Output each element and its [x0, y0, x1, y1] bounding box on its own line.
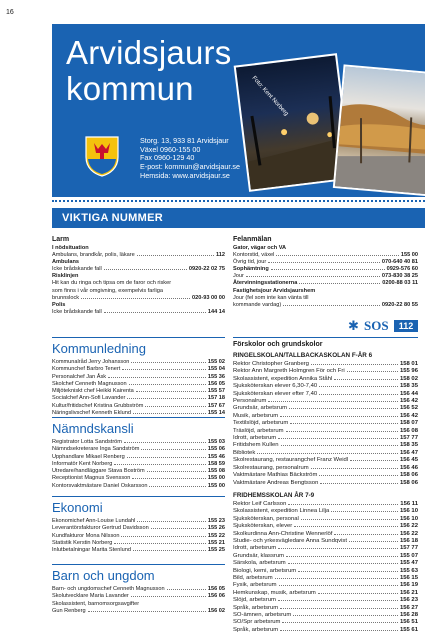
list-item-number: 156 10 — [399, 508, 418, 515]
list-item-label: Grundsär, klassrum — [233, 552, 285, 559]
page-number: 16 — [6, 9, 14, 16]
list-item-label: Slöjd, arbetsrum — [233, 597, 276, 604]
section-bar — [52, 208, 425, 228]
felanmalan-sub2: Fastighetsjour Arvidsjaurshem — [233, 287, 316, 294]
list-item: Barn- och ungdomschef Cenneth Magnusson 156 05 — [52, 586, 225, 592]
divider-dotted — [52, 200, 425, 204]
larm-section — [52, 236, 225, 316]
divider — [52, 496, 225, 497]
list-item — [233, 376, 418, 383]
coat-of-arms-icon — [84, 135, 120, 177]
list-item: Informatör Kent Norberg 158 59 — [52, 460, 225, 467]
list-item-number: 156 23 — [399, 597, 418, 604]
list-item-number: 156 19 — [399, 582, 418, 589]
list-item-number: 155 63 — [399, 567, 418, 574]
list-item-number: 158 06 — [399, 479, 418, 486]
list-item: Gun Renberg 156 02 — [52, 607, 225, 614]
list-item-label: Grundsär, arbetsrum — [233, 405, 288, 412]
sos-text: SOS — [364, 318, 389, 333]
list-item-number: 158 07 — [399, 420, 418, 427]
list-item-label: Studie- och yrkesvägledare Anna Sundqvist — [233, 537, 347, 544]
barn-section — [52, 568, 225, 615]
list-item — [233, 516, 418, 523]
list-item-label: Textilslöjd, arbetsrum — [233, 420, 289, 427]
divider — [52, 337, 225, 338]
list-item-label: Språk, arbetsrum — [233, 604, 279, 611]
larm-subheading: I nödsituation — [52, 245, 89, 251]
list-item — [233, 508, 418, 515]
school-heading-1: RINGELSKOLAN/TALLBACKASKOLAN F-ÅR 6 — [233, 352, 373, 359]
list-item-text: Skolassistent, barnomsorgsavgifter — [52, 600, 140, 607]
polis-heading: Polis — [52, 301, 66, 308]
felanmalan-heading: Felanmälan — [233, 236, 272, 243]
list-item-label: Idrott, arbetsrum — [233, 435, 277, 442]
forskolor-heading: Förskolor och grundskolor — [233, 341, 323, 348]
list-item-label: Sjuksköterskan elever 6,30-7,40 — [233, 383, 318, 390]
list-item-number: 156 08 — [399, 427, 418, 434]
list-item-label: Skolassistent, expedition Linnea Lilja — [233, 508, 330, 515]
list-item: Leverantörsfakturor Gertrud Davidsson 155 26 — [52, 525, 225, 532]
list-item — [233, 553, 418, 560]
list-item — [233, 398, 418, 405]
list-item-label: Bild, arbetsrum — [233, 574, 273, 581]
list-item-label: Bibliotek — [233, 449, 256, 456]
address: Storg. 13, 933 81 Arvidsjaur — [140, 136, 229, 145]
list-item — [233, 405, 418, 412]
list-item-number: 155 47 — [399, 560, 418, 567]
list-item: Utredare/handläggare Stava Boström 155 08 — [52, 468, 225, 475]
list-item-label: Sjuksköterskan, personal — [233, 515, 299, 522]
felanmalan-row: Övrig tid, jour 070-640 40 81 — [233, 259, 418, 266]
list-item: Kommunchef Barbro Tenert 155 04 — [52, 366, 225, 373]
list-item: Nämndsekreterare Inga Sandström 155 06 — [52, 446, 225, 453]
felanmalan-section — [233, 236, 418, 309]
list-item-number: 156 21 — [399, 589, 418, 596]
list-item — [233, 428, 418, 435]
photo-caption: Foto: Kent Norberg — [250, 75, 290, 118]
list-item-label: Skolrestaurang, restaurangchef Franz Weidl — [233, 457, 349, 464]
list-item: Statistik Kerstin Norberg 155 21 — [52, 539, 225, 546]
list-item-label: Sjuksköterskan elever efter 7,40 — [233, 390, 318, 397]
list-item — [233, 420, 418, 427]
list-item — [233, 501, 418, 508]
list-item-label: Rektor Leif Carlsson — [233, 500, 287, 507]
list-item: Upphandlare Mikael Renberg 155 46 — [52, 453, 225, 460]
sos-112-logo — [348, 318, 420, 334]
list-item — [233, 597, 418, 604]
list-item: Ekonomichef Ann-Louise Lundahl 155 23 — [52, 518, 225, 524]
polis-row: Icke brådskande fall 144 14 — [52, 308, 225, 315]
title-line-1: Arvidsjaurs — [66, 34, 232, 71]
list-item-label: Fysik, arbetsrum — [233, 582, 277, 589]
list-item: Näringslivschef Kenneth Eklund 155 14 — [52, 410, 225, 417]
list-item: Miljötekniskt chef Heikki Kairenta 155 57 — [52, 388, 225, 395]
list-item-number: 156 52 — [399, 405, 418, 412]
star-of-life-icon: ✱ — [348, 318, 359, 333]
list-item — [233, 627, 418, 634]
forskolor-section — [233, 341, 418, 634]
list-item — [233, 568, 418, 575]
list-item-number: 156 44 — [399, 390, 418, 397]
list-item — [233, 383, 418, 390]
list-item — [233, 450, 418, 457]
title-line-2: kommun — [66, 70, 194, 107]
felanmalan-row: Jour 073-830 38 25 — [233, 273, 418, 280]
list-item-number: 155 96 — [399, 368, 418, 375]
list-item-number: 158 02 — [399, 375, 418, 382]
list-item-label: Rektor Christopher Granberg — [233, 361, 309, 367]
list-item-number: 156 46 — [399, 464, 418, 471]
ambulans-row: Icke brådskande fall 0920-22 02 75 — [52, 266, 225, 273]
list-item-label: Vaktmästare Andreas Bengtsson — [233, 479, 319, 486]
list-item-label: Idrott, arbetsrum — [233, 545, 277, 552]
list-item — [233, 523, 418, 530]
list-item — [233, 582, 418, 589]
list-item — [233, 560, 418, 567]
list-item-number: 158 35 — [399, 383, 418, 390]
list-item-label: Rektor Ann Margreth Holmgren För och Fri — [233, 368, 345, 375]
list-item-number: 156 47 — [399, 449, 418, 456]
list-item: Registrator Lotta Sandström 155 03 — [52, 439, 225, 445]
list-item-label: Språk, arbetsrum — [233, 626, 279, 633]
photo-autumn-street — [333, 64, 425, 197]
list-item-number: 157 77 — [399, 435, 418, 442]
kommunledning-section — [52, 341, 225, 417]
divider — [52, 417, 225, 418]
list-item — [233, 531, 418, 538]
list-item — [233, 575, 418, 582]
list-item-label: Hemkunskap, musik, arbetsrum — [233, 589, 316, 596]
list-item: Socialchef Ann-Sofi Lavander 157 18 — [52, 395, 225, 402]
ekonomi-heading: Ekonomi — [52, 500, 103, 515]
namndskansli-heading: Nämndskansli — [52, 421, 134, 436]
list-item-number: 156 42 — [399, 398, 418, 405]
list-item — [233, 391, 418, 398]
list-item — [233, 590, 418, 597]
list-item — [233, 538, 418, 545]
list-item-label: Skolassistent, expedition Annika Ståhl — [233, 375, 333, 382]
list-item-label: Särskola, arbetsrum — [233, 560, 286, 567]
felanmalan-row: Återvinningsstationerna 0200-88 03 11 — [233, 280, 418, 287]
website[interactable]: Hemsida: www.arvidsjaur.se — [140, 170, 230, 180]
fax: Fax 0960-129 40 — [140, 153, 195, 163]
kommunledning-heading: Kommunledning — [52, 341, 146, 356]
list-item — [233, 619, 418, 626]
list-item-label: SO/Spr arbetsrum — [233, 619, 281, 626]
list-item-label: Personalrum — [233, 398, 267, 405]
school-heading-2: FRIDHEMSSKOLAN ÅR 7-9 — [233, 491, 315, 499]
list-item: Kultur/fritidschef Kristina Grubbström 157 67 — [52, 402, 225, 409]
list-item — [233, 545, 418, 552]
list-item — [233, 435, 418, 442]
list-item — [233, 472, 418, 479]
felanmalan-row: Sophämtning 0929-576 60 — [233, 266, 418, 273]
switchboard: Växel 0960-155 00 — [140, 144, 201, 154]
ekonomi-section — [52, 500, 225, 554]
list-item — [233, 368, 418, 375]
list-item — [233, 465, 418, 472]
list-item-label: Musik, arbetsrum — [233, 412, 279, 419]
divider — [52, 564, 225, 565]
list-item — [233, 442, 418, 449]
list-item-label: Vaktmästare Mathias Bäckström — [233, 472, 318, 479]
list-item-number: 158 01 — [399, 361, 418, 367]
list-item-label: Skolrestaurang, personalrum — [233, 464, 309, 471]
list-item-label: SO-ämnen, arbetsrum — [233, 612, 292, 618]
barn-heading: Barn och ungdom — [52, 568, 155, 583]
list-item-number: 156 27 — [399, 604, 418, 611]
felanmalan-sub1: Gator, vägar och VA — [233, 245, 287, 251]
list-item-number: 156 11 — [400, 500, 418, 507]
list-item: Personalchef Jan Åsk 155 36 — [52, 373, 225, 380]
list-item: Inlutbetalningar Marita Stenlund 155 25 — [52, 547, 225, 554]
list-item: Kundfakturor Mona Nilsson 155 22 — [52, 532, 225, 539]
list-item-number: 156 22 — [399, 523, 418, 530]
list-item: Skolchef Cenneth Magnusson 156 05 — [52, 380, 225, 387]
sos-number: 112 — [394, 320, 418, 332]
list-item-number: 156 42 — [399, 412, 418, 419]
page-title — [66, 35, 231, 107]
risklinjen-text-1: Hit kan du ringa och tipsa om de faror och risker — [52, 280, 172, 287]
felanmalan-row: Kontorstid, växel 155 00 — [233, 252, 418, 259]
list-item — [233, 413, 418, 420]
list-item: Kontorsvaktmästare Daniel Oskarsson 155 00 — [52, 482, 225, 489]
risklinjen-text-2: som finns i vår omgivning, exempelvis farliga — [52, 287, 163, 294]
contact-block — [140, 137, 240, 181]
list-item-number: 156 51 — [399, 619, 418, 626]
list-item — [233, 480, 418, 487]
list-item-number: 156 45 — [399, 457, 418, 464]
larm-heading: Larm — [52, 236, 70, 243]
list-item — [233, 457, 418, 464]
jour-row: kommande vardag) 0920-22 80 55 — [233, 301, 418, 308]
divider — [233, 337, 418, 338]
list-item-label: Biologi, kemi, arbetsrum — [233, 567, 297, 574]
list-item — [233, 361, 418, 368]
list-item: Kommunalråd Jerry Johansson 155 02 — [52, 359, 225, 365]
risklinjen-heading: Risklinjen — [52, 273, 79, 280]
ambulans-heading: Ambulans — [52, 259, 80, 266]
list-item-number: 155 07 — [399, 552, 418, 559]
list-item-number: 156 15 — [399, 574, 418, 581]
list-item-number: 158 35 — [399, 442, 418, 449]
list-item: Receptionist Magnus Svensson 155 00 — [52, 475, 225, 482]
list-item-number: 157 77 — [399, 545, 418, 552]
jour-text: Jour (fel som inte kan vänta till — [233, 294, 309, 301]
list-item-label: Fritidshem Kullen — [233, 442, 279, 449]
list-item-label: Skolkurdinna Ann-Christine Wennerlöf — [233, 530, 333, 537]
list-item-label: Träslöjd, arbetsrum — [233, 427, 284, 434]
list-item-number: 158 06 — [399, 472, 418, 479]
list-item-number: 156 28 — [399, 612, 418, 618]
brunnslock-row: brunnslock 020-93 00 00 — [52, 294, 225, 301]
list-item-number: 155 61 — [399, 626, 418, 633]
list-item: Skolutvecklare Maria Lavander 156 06 — [52, 593, 225, 600]
list-item-number: 156 18 — [399, 537, 418, 544]
email[interactable]: E-post: kommun@arvidsjaur.se — [140, 162, 240, 172]
section-bar-title: VIKTIGA NUMMER — [62, 212, 163, 224]
list-item-number: 156 22 — [399, 530, 418, 537]
list-item-number: 156 10 — [399, 515, 418, 522]
list-item — [233, 605, 418, 612]
namndskansli-section — [52, 421, 225, 490]
list-item-label: Sjuksköterskan, elever — [233, 523, 293, 530]
larm-row: Ambulans, brandkår, polis, läkare 112 — [52, 252, 225, 259]
list-item — [233, 612, 418, 619]
hero-banner — [52, 24, 425, 197]
